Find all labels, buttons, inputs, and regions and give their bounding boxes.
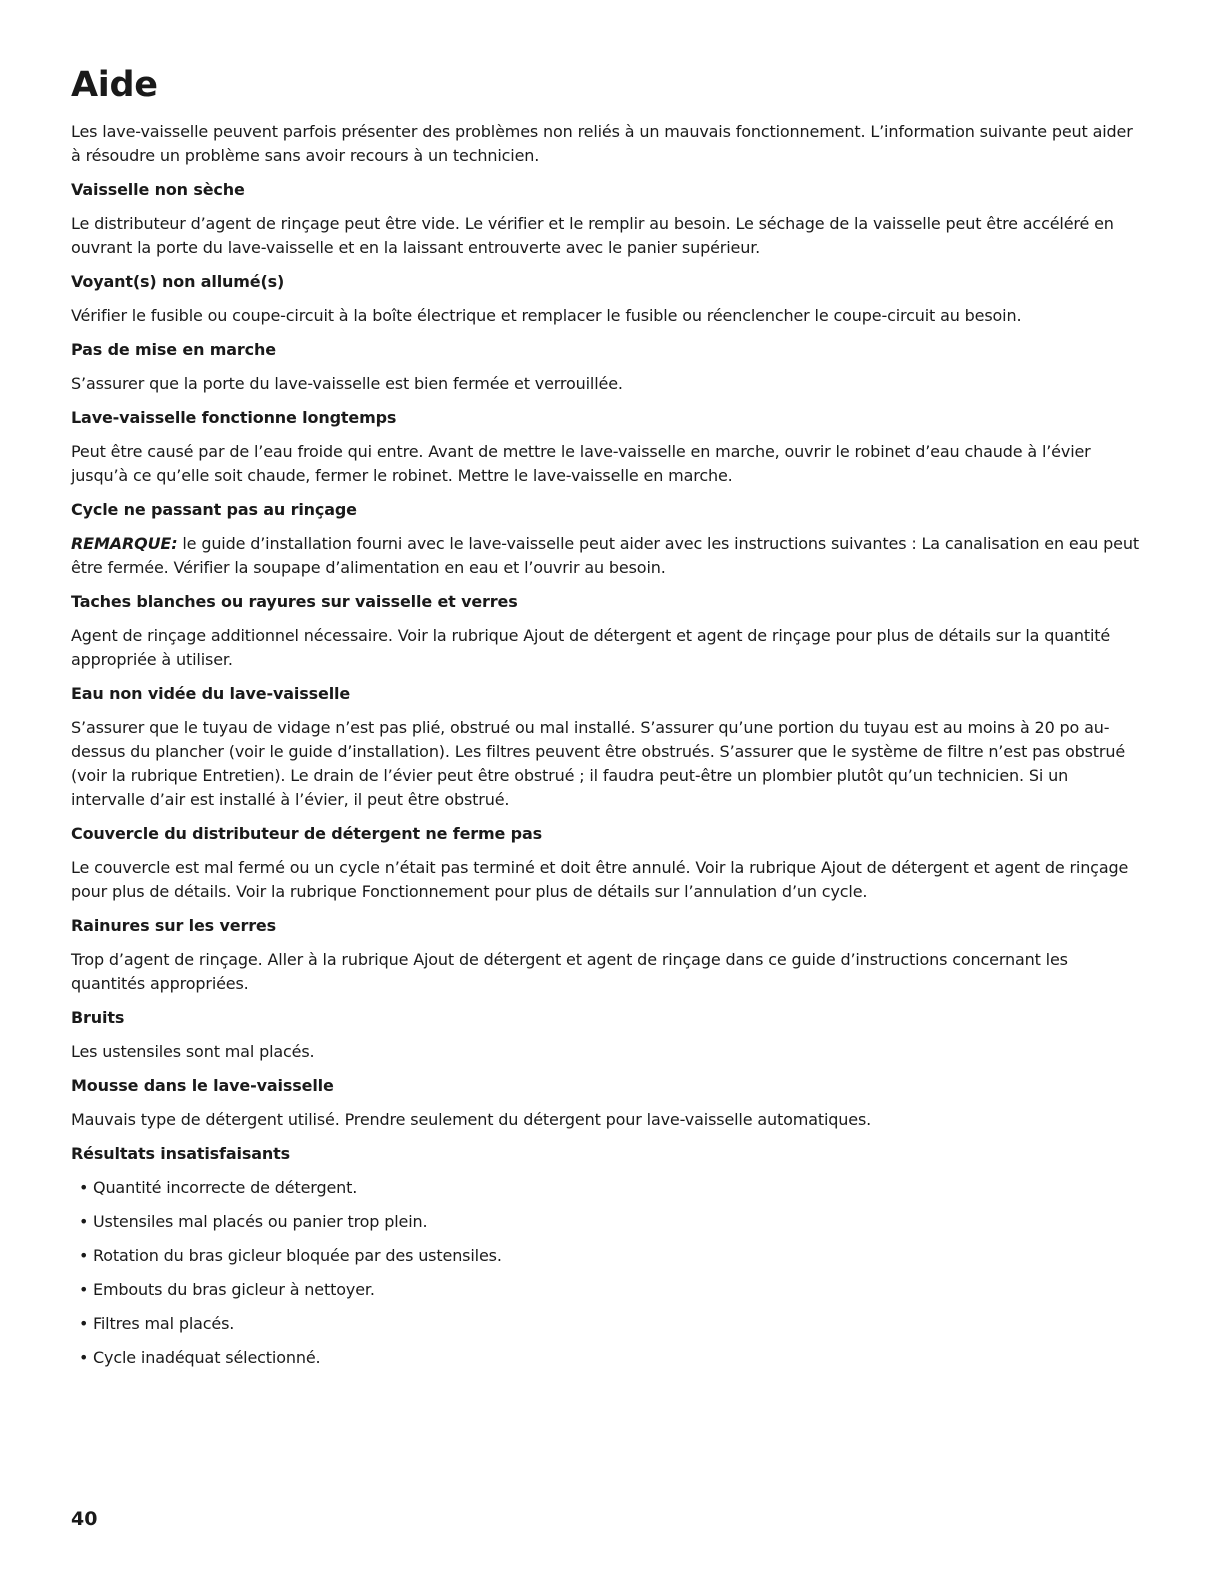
section-text: S’assurer que la porte du lave-vaisselle est bien fermée et verrouillée. <box>71 374 623 393</box>
page-title: Aide <box>71 65 158 105</box>
bullet-icon: • <box>79 1212 89 1231</box>
section-heading: Rainures sur les verres <box>71 916 277 935</box>
section-heading: Voyant(s) non allumé(s) <box>71 272 285 291</box>
list-item: • Cycle inadéquat sélectionné. <box>79 1346 1143 1370</box>
list-item: • Ustensiles mal placés ou panier trop plein. <box>79 1210 1143 1234</box>
section-heading: Cycle ne passant pas au rinçage <box>71 500 357 519</box>
list-item: • Embouts du bras gicleur à nettoyer. <box>79 1278 1143 1302</box>
bullet-icon: • <box>79 1314 89 1333</box>
section-white-spots <box>71 590 1143 672</box>
intro-paragraph: Les lave-vaisselle peuvent parfois présenter des problèmes non reliés à un mauvais fonctionnement. L’information suivante peut aider à résoudre un problème sans avoir recours à un technicien. <box>71 122 1133 165</box>
results-list <box>71 1176 1143 1370</box>
section-text: Trop d’agent de rinçage. Aller à la rubrique Ajout de détergent et agent de rinçage dans ce guide d’instructions concernant les quantités appropriées. <box>71 950 1068 993</box>
document-page <box>71 60 1143 1380</box>
section-text: Les ustensiles sont mal placés. <box>71 1042 315 1061</box>
section-long-run <box>71 406 1143 488</box>
section-lights <box>71 270 1143 328</box>
note-label: REMARQUE: <box>71 534 178 553</box>
section-text: Mauvais type de détergent utilisé. Prendre seulement du détergent pour lave-vaisselle automatiques. <box>71 1110 872 1129</box>
list-item: • Quantité incorrecte de détergent. <box>79 1176 1143 1200</box>
section-text: Vérifier le fusible ou coupe-circuit à la boîte électrique et remplacer le fusible ou réenclencher le coupe-circuit au besoin. <box>71 306 1022 325</box>
section-glass-grooves <box>71 914 1143 996</box>
section-text: Peut être causé par de l’eau froide qui entre. Avant de mettre le lave-vaisselle en marche, ouvrir le robinet d’eau chaude à l’évier jusqu’à ce qu’elle soit chaude, fermer le robinet. Mettre le lave-vaisselle en marche. <box>71 442 1091 485</box>
section-heading: Couvercle du distributeur de détergent ne ferme pas <box>71 824 542 843</box>
bullet-icon: • <box>79 1280 89 1299</box>
section-detergent-cover <box>71 822 1143 904</box>
bullet-icon: • <box>79 1178 89 1197</box>
section-text: Le distributeur d’agent de rinçage peut être vide. Le vérifier et le remplir au besoin. Le séchage de la vaisselle peut être accéléré en ouvrant la porte du lave-vaisselle et en la laissant entrouverte avec le panier supérieur. <box>71 214 1114 257</box>
section-heading: Taches blanches ou rayures sur vaisselle et verres <box>71 592 518 611</box>
section-dry <box>71 178 1143 260</box>
section-text <box>71 532 1143 580</box>
section-noises <box>71 1006 1143 1064</box>
bullet-icon: • <box>79 1348 89 1367</box>
section-text: S’assurer que le tuyau de vidage n’est pas plié, obstrué ou mal installé. S’assurer qu’une portion du tuyau est au moins à 20 po au-dessus du plancher (voir le guide d’installation). Les filtres peuvent être obstrués. S’assurer que le système de filtre n’est pas obstrué (voir la rubrique Entretien). Le drain de l’évier peut être obstrué ; il faudra peut-être un plombier plutôt qu’un technicien. Si un intervalle d’air est installé à l’évier, il peut être obstrué. <box>71 718 1126 809</box>
list-item: • Filtres mal placés. <box>79 1312 1143 1336</box>
section-heading: Mousse dans le lave-vaisselle <box>71 1076 334 1095</box>
section-text: Le couvercle est mal fermé ou un cycle n’était pas terminé et doit être annulé. Voir la rubrique Ajout de détergent et agent de rinçage pour plus de détails. Voir la rubrique Fonctionnement pour plus de détails sur l’annulation d’un cycle. <box>71 858 1129 901</box>
section-heading: Vaisselle non sèche <box>71 180 245 199</box>
section-text: Agent de rinçage additionnel nécessaire. Voir la rubrique Ajout de détergent et agent de rinçage pour plus de détails sur la quantité appropriée à utiliser. <box>71 626 1111 669</box>
section-heading: Résultats insatisfaisants <box>71 1144 290 1163</box>
section-heading: Eau non vidée du lave-vaisselle <box>71 684 351 703</box>
list-item: • Rotation du bras gicleur bloquée par des ustensiles. <box>79 1244 1143 1268</box>
note-text: le guide d’installation fourni avec le lave-vaisselle peut aider avec les instructions suivantes : La canalisation en eau peut être fermée. Vérifier la soupape d’alimentation en eau et l’ouvrir au besoin. <box>71 534 1139 577</box>
bullet-icon: • <box>79 1246 89 1265</box>
section-no-start <box>71 338 1143 396</box>
section-heading: Lave-vaisselle fonctionne longtemps <box>71 408 397 427</box>
section-no-rinse <box>71 498 1143 580</box>
section-heading: Bruits <box>71 1008 125 1027</box>
section-heading: Pas de mise en marche <box>71 340 276 359</box>
section-foam <box>71 1074 1143 1132</box>
section-results <box>71 1142 1143 1370</box>
section-water-not-drained <box>71 682 1143 812</box>
page-number: 40 <box>71 1508 98 1530</box>
